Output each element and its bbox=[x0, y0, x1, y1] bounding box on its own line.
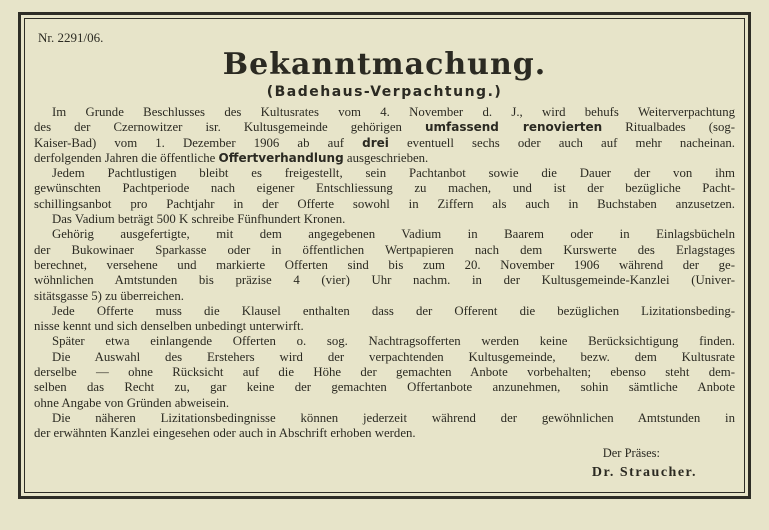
bold-text: drei bbox=[362, 135, 389, 150]
paragraph-1 bbox=[34, 105, 735, 166]
notice-subtitle: (Badehaus-Verpachtung.) bbox=[266, 84, 503, 100]
signature-label: Der Präses: bbox=[602, 445, 660, 460]
bold-text: umfassend renovierten bbox=[424, 120, 603, 135]
paragraph-7 bbox=[34, 350, 735, 411]
text-line: ohne Angabe von Gründen abweisein. bbox=[34, 395, 230, 410]
text-line: Die näheren Lizitationsbedingnisse können jederzeit während der gewöhnlichen Amtstunden in bbox=[52, 410, 735, 425]
paragraph-8 bbox=[34, 411, 735, 442]
paragraph-4 bbox=[34, 227, 735, 303]
text-line bbox=[34, 151, 735, 166]
text-span: eventuell sechs oder auch auf mehr nacheinan. bbox=[388, 135, 735, 150]
text-span: Ritualbades (sog- bbox=[602, 120, 736, 135]
text-line: Das Vadium beträgt 500 K schreibe Fünfhundert Kronen. bbox=[52, 212, 346, 227]
text-line: schillingsanbot pro Pachtjahr in der Offerte sowohl in Ziffern als auch in Buchstaben anzusetzen. bbox=[34, 196, 735, 211]
bold-text: Offertverhandlung bbox=[218, 150, 344, 165]
paragraph-5 bbox=[34, 304, 735, 335]
paragraph-2 bbox=[34, 166, 735, 212]
text-span: Kaiser-Bad) vom 1. Dezember 1906 ab auf bbox=[34, 135, 363, 150]
signature-name: Dr. Straucher. bbox=[591, 464, 697, 480]
paragraph-6 bbox=[34, 334, 735, 349]
text-line: selben das Recht zu, gar keine der gemachten Offertanbote anzunehmen, sohin sämtliche Anbote bbox=[34, 380, 735, 395]
text-line: derselbe — ohne Rücksicht auf die Höhe der gemachten Anbote vorbehalten; ebenso steht dem- bbox=[34, 365, 735, 380]
text-line bbox=[34, 120, 735, 135]
text-line: Jede Offerte muss die Klausel enthalten dass der Offerent die bezüglichen Lizitationsbeding- bbox=[52, 303, 735, 318]
text-line: der Bukowinaer Sparkasse oder in öffentlichen Wertpapieren nach dem Kurswerte des Erlagstages bbox=[34, 242, 735, 257]
text-line: Im Grunde Beschlusses des Kultusrates vom 4. November d. J., wird behufs Weiterverpachtung bbox=[52, 105, 735, 119]
text-line: nisse kennt und sich denselben unbedingt unterwirft. bbox=[34, 319, 304, 334]
text-span: des der Czernowitzer isr. Kultusgemeinde gehörigen bbox=[34, 120, 425, 135]
text-line: Die Auswahl des Erstehers wird der verpachtenden Kultusgemeinde, bezw. dem Kultusrate bbox=[52, 349, 735, 364]
text-line: der erwähnten Kanzlei eingesehen oder auch in Abschrift erhoben werden. bbox=[34, 426, 416, 441]
text-line: sitätsgasse 5) zu überreichen. bbox=[34, 288, 184, 303]
text-line: Jedem Pachtlustigen bleibt es freigestellt, sein Pachtanbot sowie die Dauer der von ihm bbox=[52, 166, 735, 181]
text-line: gewünschten Pachtperiode nach eigener Entschliessung zu machen, und ist der bezügliche Pacht- bbox=[34, 181, 735, 196]
text-line bbox=[34, 136, 735, 151]
paragraph-3 bbox=[34, 212, 735, 227]
text-span: ausgeschrieben. bbox=[343, 150, 429, 165]
notice-title: Bekanntmachung. bbox=[222, 47, 547, 82]
text-span: derfolgenden Jahren die öffentliche bbox=[34, 150, 219, 165]
text-line: berechnet, versehene und markierte Offerten sind bis zum 20. November 1906 während der ge- bbox=[34, 257, 735, 272]
reference-number: Nr. 2291/06. bbox=[38, 30, 104, 45]
notice bbox=[34, 30, 735, 481]
text-line: Später etwa einlangende Offerten o. sog. Nachtragsofferten werden keine Berücksichtigung finden. bbox=[52, 334, 735, 349]
text-line: Gehörig ausgefertigte, mit dem angegebenen Vadium in Baarem oder in Einlagsbücheln bbox=[52, 227, 735, 242]
text-line: wöhnlichen Amtstunden bis präzise 4 (vier) Uhr nachm. in der Kultusgemeinde-Kanzlei (Univer- bbox=[34, 273, 735, 288]
